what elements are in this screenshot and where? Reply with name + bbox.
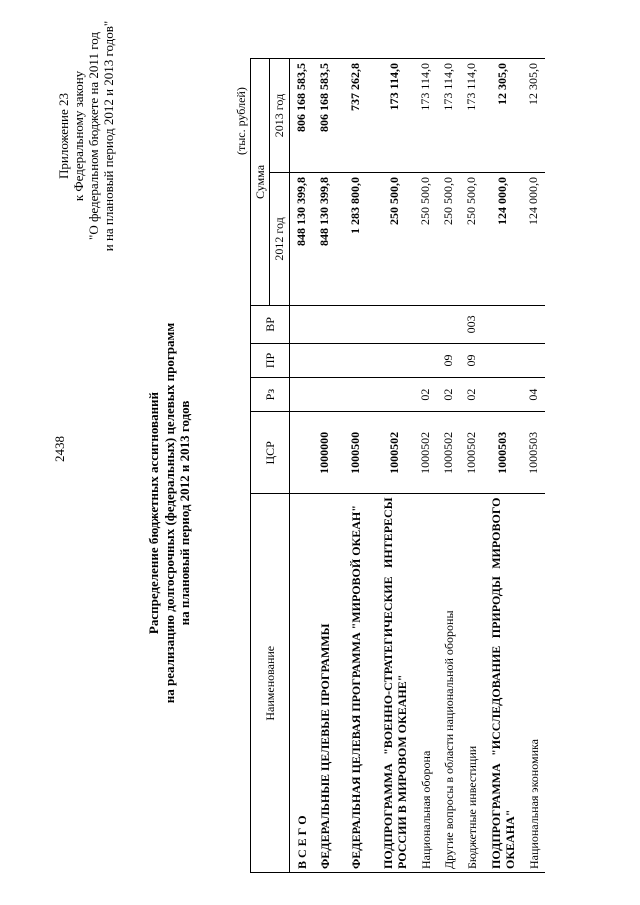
table-row — [522, 59, 545, 873]
row-name: Бюджетные инвестиции — [460, 494, 483, 873]
row-vr — [336, 305, 375, 343]
row-vr — [437, 305, 460, 343]
title-line-1: Распределение бюджетных ассигнований — [146, 391, 161, 635]
table-row — [375, 59, 414, 873]
row-rz — [290, 378, 314, 412]
header-rz: Рз — [251, 378, 290, 412]
appendix-line-3: "О федеральном бюджете на 2011 год — [86, 32, 101, 240]
row-csr: 1000503 — [483, 412, 522, 494]
row-vr: 003 — [460, 305, 483, 343]
row-name: ФЕДЕРАЛЬНАЯ ЦЕЛЕВАЯ ПРОГРАММА "МИРОВОЙ ОКЕАН" — [336, 494, 375, 873]
table-row — [460, 59, 483, 873]
row-pr: 09 — [460, 343, 483, 377]
title-line-2: на реализацию долгосрочных (федеральных) целевых программ — [161, 322, 177, 704]
row-rz: 02 — [437, 378, 460, 412]
row-rz — [375, 378, 414, 412]
row-2013: 12 305,0 — [522, 59, 545, 173]
row-2013: 806 168 583,5 — [290, 59, 314, 173]
table-row — [313, 59, 336, 873]
table-row — [414, 59, 437, 873]
row-pr — [483, 343, 522, 377]
row-pr — [414, 343, 437, 377]
units-label: (тыс. рублей) — [234, 87, 248, 155]
header-sum: Сумма — [251, 59, 270, 306]
row-vr — [483, 305, 522, 343]
row-rz — [313, 378, 336, 412]
row-2012: 124 000,0 — [483, 173, 522, 306]
header-year-2012: 2012 год — [270, 173, 290, 306]
header-year-2013: 2013 год — [270, 59, 290, 173]
row-vr — [313, 305, 336, 343]
row-2012: 250 500,0 — [375, 173, 414, 306]
appendix-line-2: к Федеральному закону — [71, 70, 86, 202]
row-csr: 1000503 — [522, 412, 545, 494]
row-vr — [375, 305, 414, 343]
header-pr: ПР — [251, 343, 290, 377]
appendix-line-1: Приложение 23 — [56, 92, 71, 180]
row-2013: 173 114,0 — [375, 59, 414, 173]
row-vr — [290, 305, 314, 343]
row-name: Другие вопросы в области национальной обороны — [437, 494, 460, 873]
table-row — [437, 59, 460, 873]
row-pr: 09 — [437, 343, 460, 377]
row-2013: 12 305,0 — [483, 59, 522, 173]
table-row — [483, 59, 522, 873]
appendix-header — [56, 6, 116, 266]
row-rz — [483, 378, 522, 412]
row-2013: 173 114,0 — [437, 59, 460, 173]
row-pr — [522, 343, 545, 377]
row-name: ПОДПРОГРАММА "ИССЛЕДОВАНИЕ ПРИРОДЫ МИРОВОГО ОКЕАНА" — [483, 494, 522, 873]
row-name: Национальная оборона — [414, 494, 437, 873]
row-2012: 848 130 399,8 — [290, 173, 314, 306]
row-csr: 1000502 — [414, 412, 437, 494]
page-number: 2438 — [52, 436, 67, 462]
row-csr — [290, 412, 314, 494]
table-row — [290, 59, 314, 873]
row-2012: 250 500,0 — [437, 173, 460, 306]
row-rz: 04 — [522, 378, 545, 412]
row-2013: 806 168 583,5 — [313, 59, 336, 173]
row-pr — [313, 343, 336, 377]
row-pr — [336, 343, 375, 377]
budget-table — [250, 58, 545, 873]
row-vr — [522, 305, 545, 343]
row-2012: 250 500,0 — [460, 173, 483, 306]
row-2012: 1 283 800,0 — [336, 173, 375, 306]
row-2012: 250 500,0 — [414, 173, 437, 306]
row-csr: 1000502 — [437, 412, 460, 494]
row-csr: 1000502 — [460, 412, 483, 494]
row-csr: 1000500 — [336, 412, 375, 494]
row-rz: 02 — [460, 378, 483, 412]
row-name: ФЕДЕРАЛЬНЫЕ ЦЕЛЕВЫЕ ПРОГРАММЫ — [313, 494, 336, 873]
row-name: Национальная экономика — [522, 494, 545, 873]
row-rz: 02 — [414, 378, 437, 412]
row-csr: 1000000 — [313, 412, 336, 494]
header-name: Наименование — [251, 494, 290, 873]
row-2012: 124 000,0 — [522, 173, 545, 306]
header-vr: ВР — [251, 305, 290, 343]
row-name: ПОДПРОГРАММА "ВОЕННО-СТРАТЕГИЧЕСКИЕ ИНТЕРЕСЫ РОССИИ В МИРОВОМ ОКЕАНЕ" — [375, 494, 414, 873]
title-line-3: на плановый период 2012 и 2013 годов — [177, 400, 192, 626]
header-csr: ЦСР — [251, 412, 290, 494]
row-name: В С Е Г О — [290, 494, 314, 873]
row-2013: 173 114,0 — [414, 59, 437, 173]
row-2012: 848 130 399,8 — [313, 173, 336, 306]
table-row — [336, 59, 375, 873]
row-2013: 737 262,8 — [336, 59, 375, 173]
row-2013: 173 114,0 — [460, 59, 483, 173]
row-rz — [336, 378, 375, 412]
row-csr: 1000502 — [375, 412, 414, 494]
row-vr — [414, 305, 437, 343]
appendix-line-4: и на плановый период 2012 и 2013 годов" — [101, 20, 116, 252]
row-pr — [290, 343, 314, 377]
row-pr — [375, 343, 414, 377]
document-title — [146, 253, 193, 773]
